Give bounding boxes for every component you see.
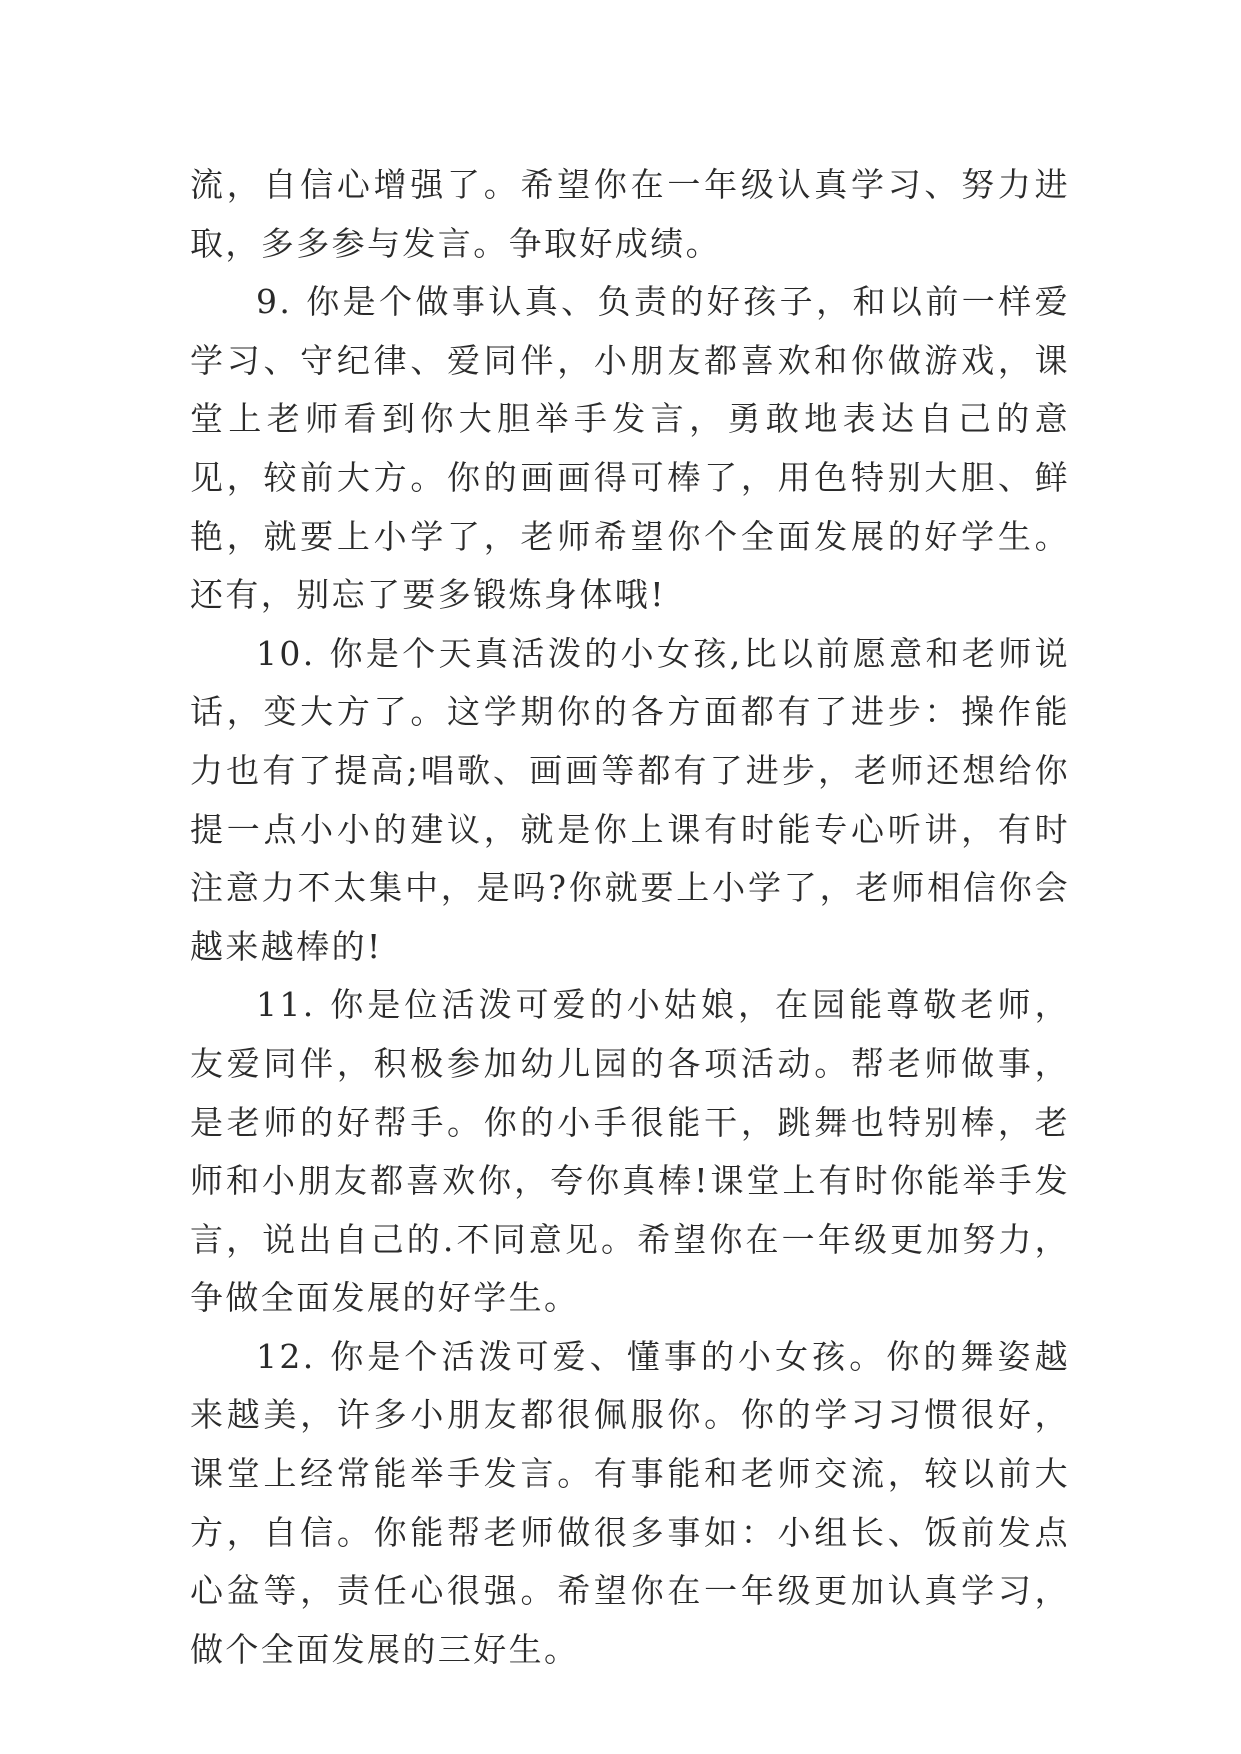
paragraph-item-12: 12. 你是个活泼可爱、懂事的小女孩。你的舞姿越来越美，许多小朋友都很佩服你。你的学习习惯很好，课堂上经常能举手发言。有事能和老师交流，较以前大方，自信。你能帮老师做很多事如：小组长、饭前发点心盆等，责任心很强。希望你在一年级更加认真学习，做个全面发展的三好生。 xyxy=(190,1336,1070,1669)
document-body xyxy=(190,156,1070,1679)
paragraph-item-11: 11. 你是位活泼可爱的小姑娘，在园能尊敬老师，友爱同伴，积极参加幼儿园的各项活动。帮老师做事，是老师的好帮手。你的小手很能干，跳舞也特别棒，老师和小朋友都喜欢你，夸你真棒!课堂上有时你能举手发言，说出自己的.不同意见。希望你在一年级更加努力，争做全面发展的好学生。 xyxy=(190,985,1070,1318)
paragraph-item-9: 9. 你是个做事认真、负责的好孩子，和以前一样爱学习、守纪律、爱同伴，小朋友都喜欢和你做游戏，课堂上老师看到你大胆举手发言，勇敢地表达自己的意见，较前大方。你的画画得可棒了，用色特别大胆、鲜艳，就要上小学了，老师希望你个全面发展的好学生。还有，别忘了要多锻炼身体哦! xyxy=(190,282,1070,615)
paragraph-item-10: 10. 你是个天真活泼的小女孩,比以前愿意和老师说话，变大方了。这学期你的各方面都有了进步：操作能力也有了提高;唱歌、画画等都有了进步，老师还想给你提一点小小的建议，就是你上课有时能专心听讲，有时注意力不太集中，是吗?你就要上小学了，老师相信你会越来越棒的! xyxy=(190,633,1070,966)
paragraph-continuation: 流，自信心增强了。希望你在一年级认真学习、努力进取，多多参与发言。争取好成绩。 xyxy=(190,165,1070,263)
